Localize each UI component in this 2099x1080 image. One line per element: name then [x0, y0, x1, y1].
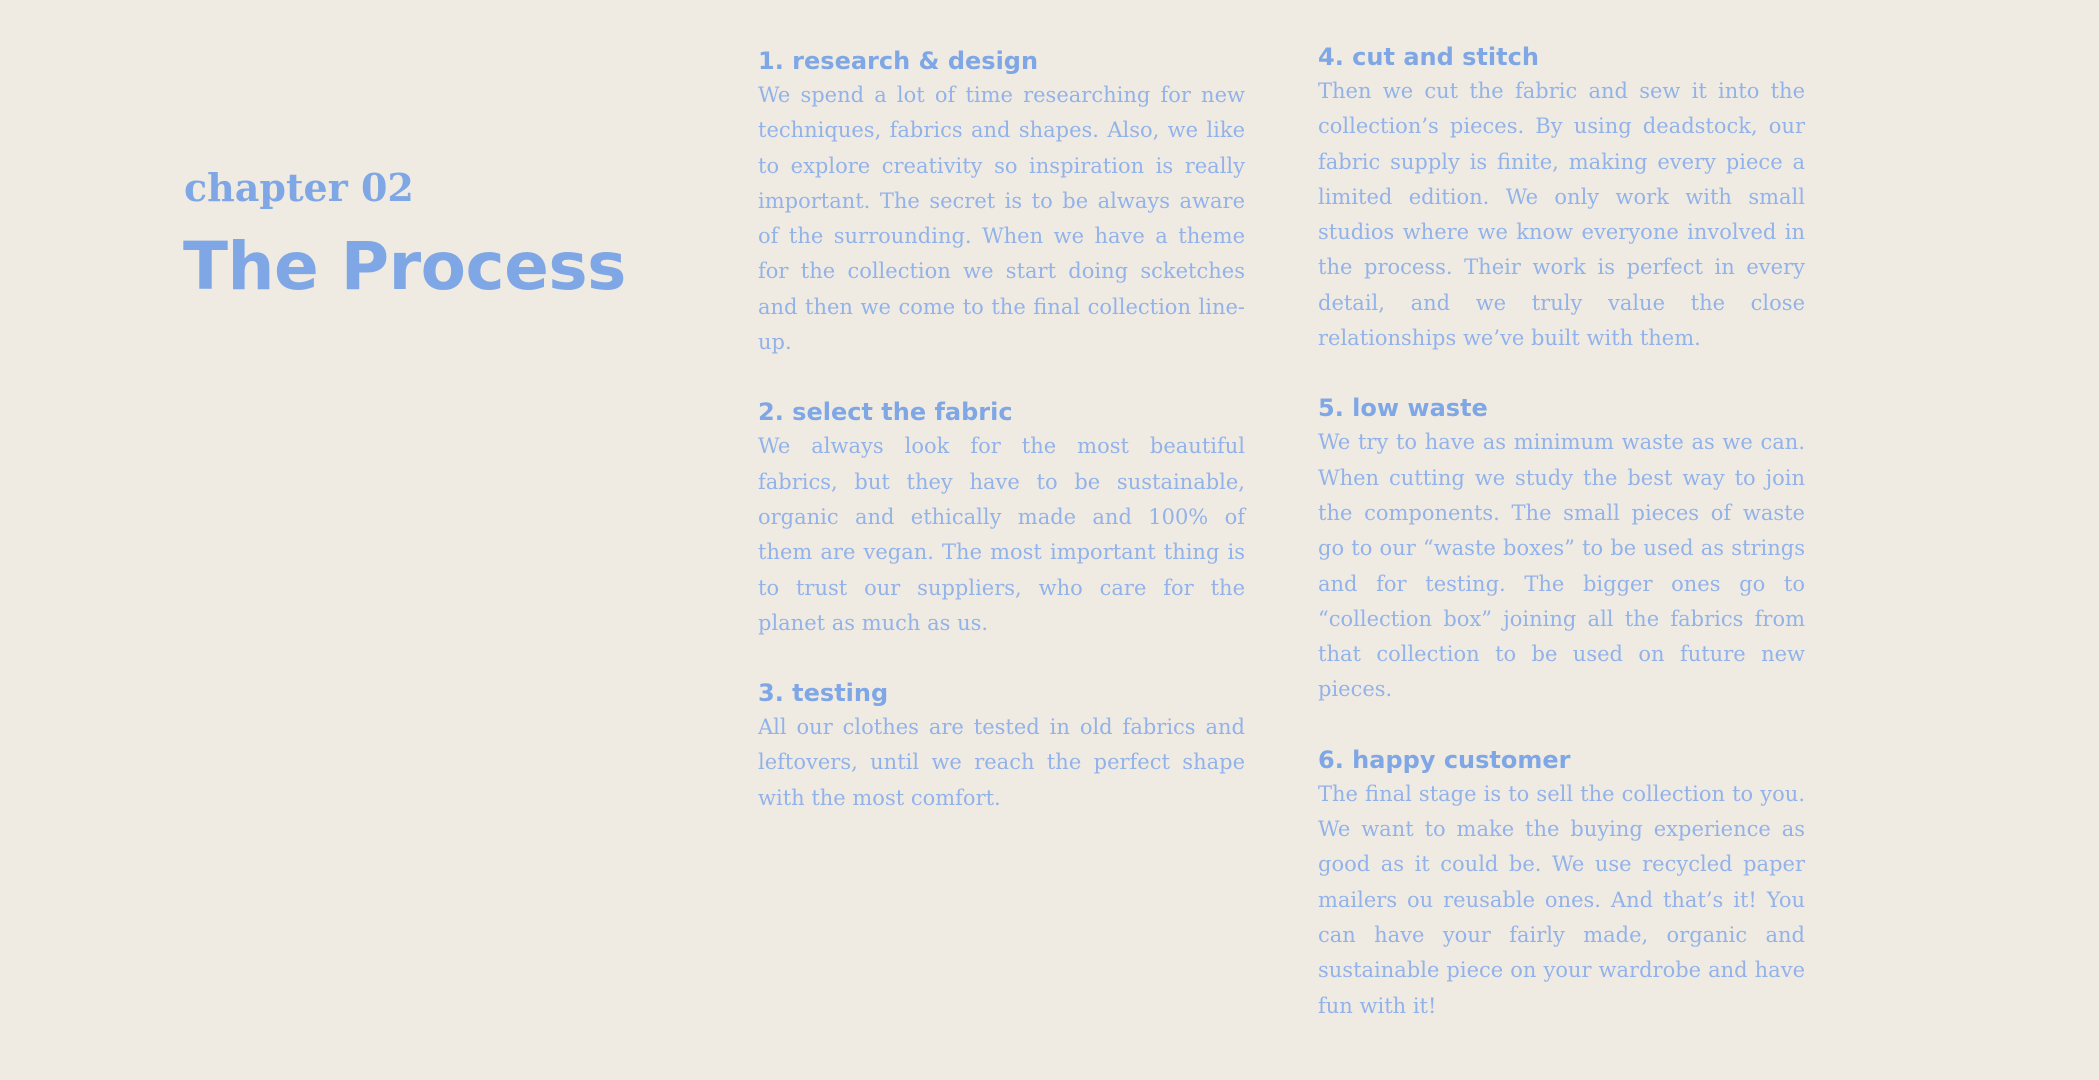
step-body: We spend a lot of time researching for new techniques, fabrics and shapes. Also, we like to explore creativity so inspiration is really important. The secret is to be always aware of the surrounding. When we have a theme for the collection we start doing scketches and then we come to the final collection line-up. — [758, 83, 1245, 355]
step-heading: 3. testing — [758, 679, 889, 708]
chapter-label: chapter 02 — [184, 165, 414, 210]
step-happy-customer — [1318, 743, 1805, 1024]
step-heading: 2. select the fabric — [758, 398, 1013, 427]
step-select-fabric — [758, 395, 1245, 641]
step-body: The final stage is to sell the collection to you. We want to make the buying experience as good as it could be. We use recycled paper mailers ou reusable ones. And that’s it! You can have your fairly made, organic and sustainable piece on your wardrobe and have fun with it! — [1318, 781, 1805, 1018]
step-heading: 4. cut and stitch — [1318, 43, 1539, 71]
step-low-waste — [1318, 391, 1805, 707]
step-cut-stitch — [1318, 40, 1805, 356]
step-research-design — [758, 44, 1245, 360]
steps-column-left — [758, 44, 1245, 816]
steps-column-right — [1318, 40, 1805, 1024]
page-title: The Process — [183, 228, 626, 305]
step-testing — [758, 676, 1245, 816]
step-heading: 6. happy customer — [1318, 745, 1571, 774]
step-body: All our clothes are tested in old fabrics and leftovers, until we reach the perfect shape with the most comfort. — [758, 715, 1245, 810]
step-heading: 1. research & design — [758, 47, 1039, 75]
step-body: We try to have as minimum waste as we can. When cutting we study the best way to join the components. The small pieces of waste go to our “waste boxes” to be used as strings and for testing. The bigger ones go to “collection box” joining all the fabrics from that collection to be used on future new pieces. — [1318, 430, 1805, 702]
step-heading: 5. low waste — [1318, 394, 1488, 423]
step-body: Then we cut the fabric and sew it into the collection’s pieces. By using deadstock, our fabric supply is finite, making every piece a limited edition. We only work with small studios where we know everyone involved in the process. Their work is perfect in every detail, and we truly value the close relationships we’ve built with them. — [1318, 79, 1805, 351]
step-body: We always look for the most beautiful fabrics, but they have to be sustainable, organic and ethically made and 100% of them are vegan. The most important thing is to trust our suppliers, who care for the planet as much as us. — [758, 434, 1245, 635]
